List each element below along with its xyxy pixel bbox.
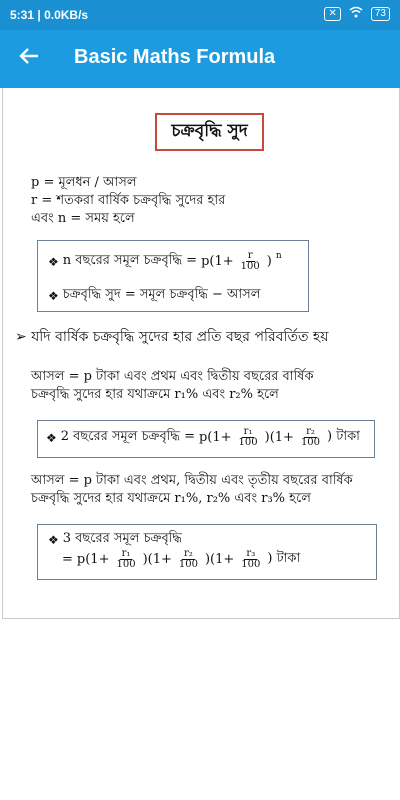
formula-box-2 [37, 420, 375, 458]
paragraph-2-line-2: চক্রবৃদ্ধি সুদের হার যথাক্রমে r₁%, r₂% এবং r₃% হলে [31, 491, 311, 506]
status-icons [324, 6, 390, 21]
diamond-bullet-icon: ❖ [48, 288, 59, 303]
arrowhead-bullet-icon: ➢ [15, 329, 27, 345]
app-title: Basic Maths Formula [74, 46, 276, 68]
status-time-speed: 5:31 | 0.0KB/s [10, 8, 89, 22]
wifi-icon [349, 6, 363, 21]
diamond-bullet-icon: ❖ [48, 254, 59, 269]
paragraph-2-line-1: আসল = p টাকা এবং প্রথম, দ্বিতীয় এবং তৃতীয় বছরের বার্ষিক [31, 473, 353, 488]
formula-two-year: ❖ 2 বছরের সমূল চক্রবৃদ্ধি = p(1+ $\frac{\text{r₁}}{100}$ )(1+ $\frac{\text{r₂}}{100}$ ) টাকা [46, 426, 360, 448]
diamond-bullet-icon: ❖ [46, 430, 57, 445]
status-time: 5:31 [10, 8, 35, 22]
formula-compound-interest: ❖ চক্রবৃদ্ধি সুদ = সমূল চক্রবৃদ্ধি − আসল [48, 287, 261, 303]
paragraph-1-line-2: চক্রবৃদ্ধি সুদের হার যথাক্রমে r₁% এবং r₂% হলে [31, 387, 279, 402]
diamond-bullet-icon: ❖ [48, 532, 59, 547]
notification-icon: ✕ [324, 7, 340, 21]
formula-three-year: = p(1+ $\frac{\text{r₁}}{100}$ )(1+ $\frac{\text{r₂}}{100}$ )(1+ $\frac{\text{r₃}}{100}$ ) টাকা [62, 548, 301, 570]
definition-line-2: r = শতকরা বার্ষিক চক্রবৃদ্ধি সুদের হার [31, 193, 226, 208]
formula-heading: চক্রবৃদ্ধি সুদ [155, 113, 264, 151]
formula-compound-amount: ❖ n বছরের সমূল চক্রবৃদ্ধি = p(1+ $\frac{r}{100}$ ) n [48, 250, 282, 272]
formula-box-3 [37, 524, 377, 580]
app-bar [0, 30, 400, 88]
formula-three-year-label: ❖ 3 বছরের সমূল চক্রবৃদ্ধি [48, 531, 182, 547]
status-bar [0, 0, 400, 30]
formula-image [2, 88, 400, 619]
paragraph-1-line-1: আসল = p টাকা এবং প্রথম এবং দ্বিতীয় বছরের বার্ষিক [31, 369, 314, 384]
battery-icon: 73 [371, 7, 390, 21]
formula-box-1 [37, 240, 309, 312]
status-speed: 0.0KB/s [44, 8, 89, 22]
definition-line-1: p = মূলধন / আসল [31, 175, 137, 190]
definition-line-3: এবং n = সময় হলে [31, 211, 135, 226]
variable-rate-note: ➢ যদি বার্ষিক চক্রবৃদ্ধি সুদের হার প্রতি বছর পরিবর্তিত হয় [15, 329, 329, 345]
back-arrow-icon[interactable] [18, 45, 44, 71]
